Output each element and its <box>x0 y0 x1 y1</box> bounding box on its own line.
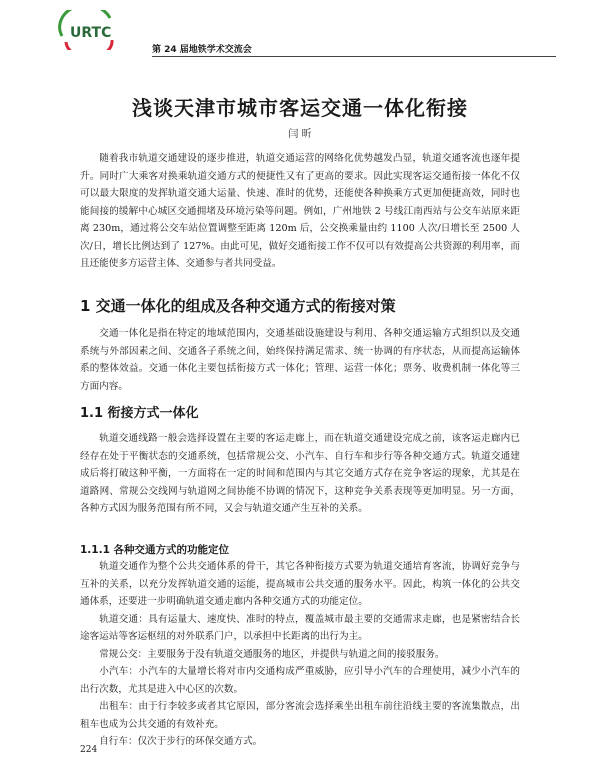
section-1-1-body <box>80 430 520 518</box>
paragraph: 轨道交通：具有运量大、速度快、准时的特点，覆盖城市最主要的交通需求走廊，也是紧密结合长途客运站等客运枢纽的对外联系门户，以承担中长距离的出行为主。 <box>80 613 520 642</box>
section-1-heading: 1 交通一体化的组成及各种交通方式的衔接对策 <box>80 297 396 315</box>
abstract <box>80 150 520 273</box>
section-1-1-1-body <box>80 558 520 751</box>
header-divider <box>152 56 556 57</box>
page-header <box>56 10 556 60</box>
paragraph: 出租车：由于行李较多或者其它原因，部分客流会选择乘坐出租车前往沿线主要的客流集散点，出租车也成为公共交通的有效补充。 <box>80 701 520 730</box>
author: 闫 昕 <box>288 129 312 140</box>
paper-title: 浅谈天津市城市客运交通一体化衔接 <box>132 96 468 120</box>
urtc-logo <box>56 10 136 50</box>
section-1-1-para: 轨道交通线路一般会选择设置在主要的客运走廊上，而在轨道交通建设完成之前，该客运走廊内已经存在处于平衡状态的交通系统，包括常规公交、小汽车、自行车和步行等各种交通方式。轨道交通建成后将打破这种平衡，一方面将在一定的时间和范围内与其它交通方式存在竞争客运的现象，尤其是在道路网、常规公交线网与轨道网之间协能不协调的情况下，这种竞争关系表现等更加明显。另一方面，各种方式因为服务范围有所不同，又会与轨道交通产生互补的关系。 <box>80 433 520 514</box>
section-1-1-heading: 1.1 衔接方式一体化 <box>80 406 199 421</box>
section-1-body <box>80 325 520 395</box>
paragraph: 轨道交通作为整个公共交通体系的骨干，其它各种衔接方式要为轨道交通培育客流，协调好竞争与互补的关系，以充分发挥轨道交通的运能，提高城市公共交通的服务水平。因此，构筑一体化的公共交通体系，还要进一步明确轨道交通走廊内各种交通方式的功能定位。 <box>80 561 520 607</box>
abstract-text: 随着我市轨道交通建设的逐步推进，轨道交通运营的网络化优势越发凸显，轨道交通客流也逐年提升。同时广大乘客对换乘轨道交通方式的便捷性又有了更高的要求。因此实现客运交通衔接一体化不仅可以最大限度的发挥轨道交通大运量、快速、准时的优势，还能使各种换乘方式更加便捷高效，同时也能间接的缓解中心城区交通拥堵及环境污染等问题。例如，广州地铁 2 号线江南西站与公交车站原来距离 230m，通过将公交车站位置调整至距离 120m 后，公交换乘量由约 1100 人次/日增长至 2500 人次/日，增长比例达到了 127%。由此可见，做好交通衔接工作不仅可以有效提高公共资源的利用率，而且还能使多方运营主体、交通参与者共同受益。 <box>80 153 520 269</box>
paragraph: 自行车：仅次于步行的环保交通方式。 <box>99 736 263 747</box>
section-1-1-1-heading: 1.1.1 各种交通方式的功能定位 <box>80 544 230 556</box>
conference-name: 第 24 届地铁学术交流会 <box>152 45 252 55</box>
paragraph: 常规公交：主要服务于没有轨道交通服务的地区，并提供与轨道之间的接驳服务。 <box>99 648 445 660</box>
section-1-para: 交通一体化是指在特定的地域范围内，交通基础设施建设与利用、各种交通运输方式组织以及交通系统与外部因素之间、交通各子系统之间，始终保持满足需求、统一协调的有序状态，从而提高运输体系的整体效益。交通一体化主要包括衔接方式一体化；管理、运营一体化；票务、收费机制一体化等三方面内容。 <box>80 328 520 392</box>
paragraph: 小汽车：小汽车的大量增长将对市内交通构成严重威胁，应引导小汽车的合理使用，减少小汽车的出行次数，尤其是进入中心区的次数。 <box>80 666 520 695</box>
logo-text: URTC <box>70 25 112 41</box>
page-number: 224 <box>80 745 98 755</box>
